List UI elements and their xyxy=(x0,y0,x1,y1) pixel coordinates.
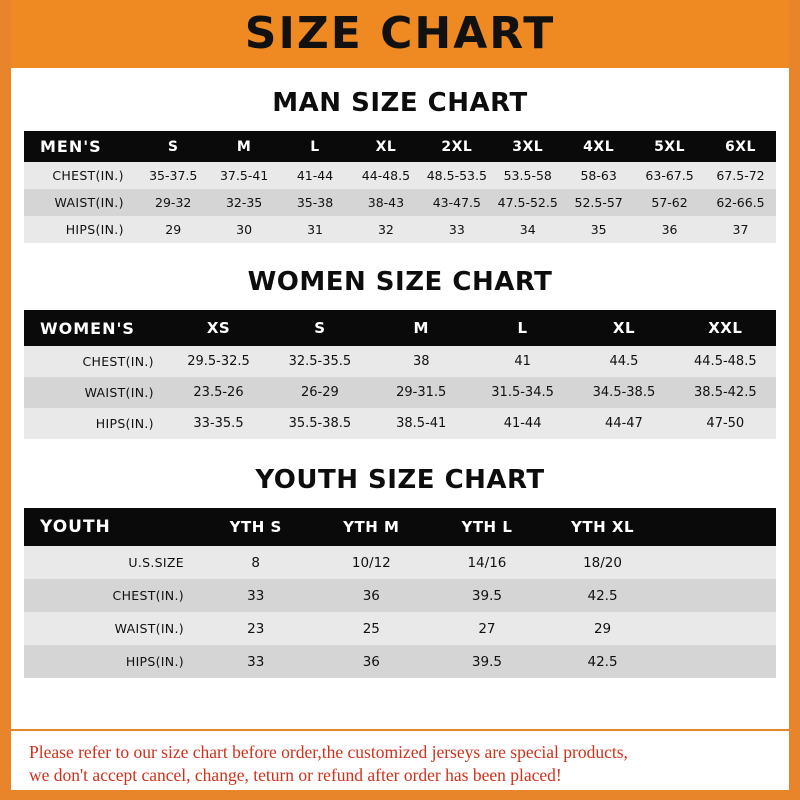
women-header-s: S xyxy=(314,319,326,337)
women-row0-label: CHEST(IN.) xyxy=(82,354,154,369)
youth-row0-label: U.S.SIZE xyxy=(128,555,184,570)
women-row0-c0: 29.5-32.5 xyxy=(187,354,250,369)
men-row2-c1: 30 xyxy=(236,222,253,237)
men-header-6xl: 6XL xyxy=(725,138,756,155)
youth-row3-c0: 33 xyxy=(247,653,265,670)
table-row xyxy=(24,377,776,408)
table-row xyxy=(24,645,776,678)
men-row1-c3: 38-43 xyxy=(367,195,405,210)
women-table-body xyxy=(24,346,776,439)
men-row2-c7: 36 xyxy=(661,222,678,237)
men-row1-c5: 47.5-52.5 xyxy=(497,195,558,210)
youth-row3-label: HIPS(IN.) xyxy=(125,654,184,669)
women-row2-c4: 44-47 xyxy=(605,416,643,431)
women-row1-c1: 26-29 xyxy=(300,385,339,400)
men-header-4xl: 4XL xyxy=(583,138,615,155)
men-row2-c5: 34 xyxy=(519,222,536,237)
content-area xyxy=(11,68,789,729)
table-row xyxy=(24,162,776,189)
women-row0-c3: 41 xyxy=(514,354,531,369)
men-row1-c2: 35-38 xyxy=(296,195,334,210)
men-row2-c3: 32 xyxy=(377,222,394,237)
men-row0-c5: 53.5-58 xyxy=(503,168,552,183)
men-row2-c4: 33 xyxy=(448,222,465,237)
youth-header-l: YTH L xyxy=(461,518,513,536)
men-row2-c6: 35 xyxy=(590,222,607,237)
youth-header-s: YTH S xyxy=(229,518,282,536)
youth-header-xl: YTH XL xyxy=(571,518,635,536)
banner xyxy=(11,0,789,68)
youth-row3-c1: 36 xyxy=(362,653,380,670)
men-row0-c8: 67.5-72 xyxy=(716,168,765,183)
women-header-l: L xyxy=(517,319,528,337)
youth-row1-c3: 42.5 xyxy=(587,587,618,604)
men-row0-c2: 41-44 xyxy=(296,168,334,183)
women-table-header xyxy=(24,310,776,346)
men-row2-c0: 29 xyxy=(165,222,182,237)
women-row1-c2: 29-31.5 xyxy=(396,385,447,400)
youth-row3-c3: 42.5 xyxy=(587,653,618,670)
men-header-m: M xyxy=(236,138,252,155)
youth-section-title: YOUTH SIZE CHART xyxy=(255,465,545,495)
men-row0-c3: 44-48.5 xyxy=(361,168,411,183)
women-row1-label: WAIST(IN.) xyxy=(84,385,154,400)
men-row0-c6: 58-63 xyxy=(580,168,617,183)
men-header-s: S xyxy=(167,138,179,155)
table-row xyxy=(24,579,776,612)
women-row1-c4: 34.5-38.5 xyxy=(592,385,656,400)
women-row0-c1: 32.5-35.5 xyxy=(288,354,352,369)
table-header-row xyxy=(24,310,776,346)
women-header-xxl: XXL xyxy=(708,319,743,337)
table-row xyxy=(24,346,776,377)
men-row0-c4: 48.5-53.5 xyxy=(426,168,487,183)
youth-row2-c4 xyxy=(660,612,776,645)
women-row1-c0: 23.5-26 xyxy=(193,385,244,400)
youth-row1-c1: 36 xyxy=(362,587,380,604)
men-row1-c6: 52.5-57 xyxy=(574,195,623,210)
youth-row3-c4 xyxy=(660,645,776,678)
men-row1-label: WAIST(IN.) xyxy=(54,195,124,210)
youth-row3-c2: 39.5 xyxy=(471,653,502,670)
men-row0-label: CHEST(IN.) xyxy=(52,168,124,183)
men-row0-c0: 35-37.5 xyxy=(149,168,198,183)
women-section-title: WOMEN SIZE CHART xyxy=(247,267,553,297)
men-header-5xl: 5XL xyxy=(654,138,686,155)
men-row2-c2: 31 xyxy=(307,222,323,237)
table-row xyxy=(24,546,776,579)
women-size-table xyxy=(24,310,776,439)
men-header-l: L xyxy=(310,138,320,155)
notice-line-2: we don't accept cancel, change, teturn or refund after order has been placed! xyxy=(29,765,562,786)
men-section-title: MAN SIZE CHART xyxy=(272,88,528,118)
youth-row0-c2: 14/16 xyxy=(467,554,507,571)
table-row xyxy=(24,408,776,439)
youth-row2-c1: 25 xyxy=(362,620,380,637)
youth-row2-c0: 23 xyxy=(247,620,265,637)
men-header-xl: XL xyxy=(375,138,397,155)
youth-row0-c0: 8 xyxy=(251,554,260,571)
table-header-row xyxy=(24,508,776,546)
youth-header-m: YTH M xyxy=(343,518,400,536)
youth-size-table xyxy=(24,508,776,678)
youth-header-label: YOUTH xyxy=(40,517,111,537)
women-header-m: M xyxy=(413,319,429,337)
youth-row2-c3: 29 xyxy=(593,620,612,637)
women-header-xl: XL xyxy=(612,319,635,337)
youth-row2-c2: 27 xyxy=(478,620,496,637)
youth-row1-c2: 39.5 xyxy=(471,587,502,604)
men-row1-c8: 62-66.5 xyxy=(716,195,765,210)
men-table-header xyxy=(24,131,776,162)
youth-row2-label: WAIST(IN.) xyxy=(114,621,184,636)
table-header-row xyxy=(24,131,776,162)
youth-row1-c4 xyxy=(660,579,776,612)
women-row0-c5: 44.5-48.5 xyxy=(694,354,757,369)
youth-table-header xyxy=(24,508,776,546)
youth-row0-c3: 18/20 xyxy=(583,554,622,571)
men-row1-c0: 29-32 xyxy=(155,195,192,210)
women-row2-c3: 41-44 xyxy=(503,416,542,431)
page-title: SIZE CHART xyxy=(244,8,556,59)
women-row2-c1: 35.5-38.5 xyxy=(288,416,352,431)
women-header-label: WOMEN'S xyxy=(40,318,135,338)
table-row xyxy=(24,612,776,645)
men-row0-c7: 63-67.5 xyxy=(645,168,694,183)
men-table-body xyxy=(24,162,776,243)
women-header-xs: XS xyxy=(206,319,231,337)
women-row1-c5: 38.5-42.5 xyxy=(694,385,757,400)
youth-row1-label: CHEST(IN.) xyxy=(112,588,184,603)
men-row0-c1: 37.5-41 xyxy=(219,168,269,183)
men-row2-c8: 37 xyxy=(732,222,749,237)
women-row0-c2: 38 xyxy=(412,354,430,369)
women-row0-c4: 44.5 xyxy=(609,354,639,369)
men-size-table xyxy=(24,131,776,243)
men-header-2xl: 2XL xyxy=(441,138,473,155)
bottom-border xyxy=(11,790,800,800)
youth-row0-c1: 10/12 xyxy=(351,554,391,571)
men-row2-label: HIPS(IN.) xyxy=(65,222,124,237)
women-row2-c5: 47-50 xyxy=(706,416,745,431)
notice-line-1: Please refer to our size chart before order,the customized jerseys are special products, xyxy=(29,741,628,762)
men-header-label: MEN'S xyxy=(40,137,102,156)
women-row1-c3: 31.5-34.5 xyxy=(491,385,554,400)
table-row xyxy=(24,216,776,243)
men-header-3xl: 3XL xyxy=(512,138,544,155)
women-row2-c0: 33-35.5 xyxy=(193,416,244,431)
women-row2-label: HIPS(IN.) xyxy=(95,416,154,431)
women-row2-c2: 38.5-41 xyxy=(396,416,447,431)
youth-table-body xyxy=(24,546,776,678)
table-row xyxy=(24,189,776,216)
youth-row1-c0: 33 xyxy=(247,587,265,604)
men-row1-c4: 43-47.5 xyxy=(432,195,481,210)
men-row1-c1: 32-35 xyxy=(225,195,263,210)
youth-row0-c4 xyxy=(660,546,776,579)
youth-header-blank xyxy=(660,508,776,546)
men-row1-c7: 57-62 xyxy=(651,195,688,210)
